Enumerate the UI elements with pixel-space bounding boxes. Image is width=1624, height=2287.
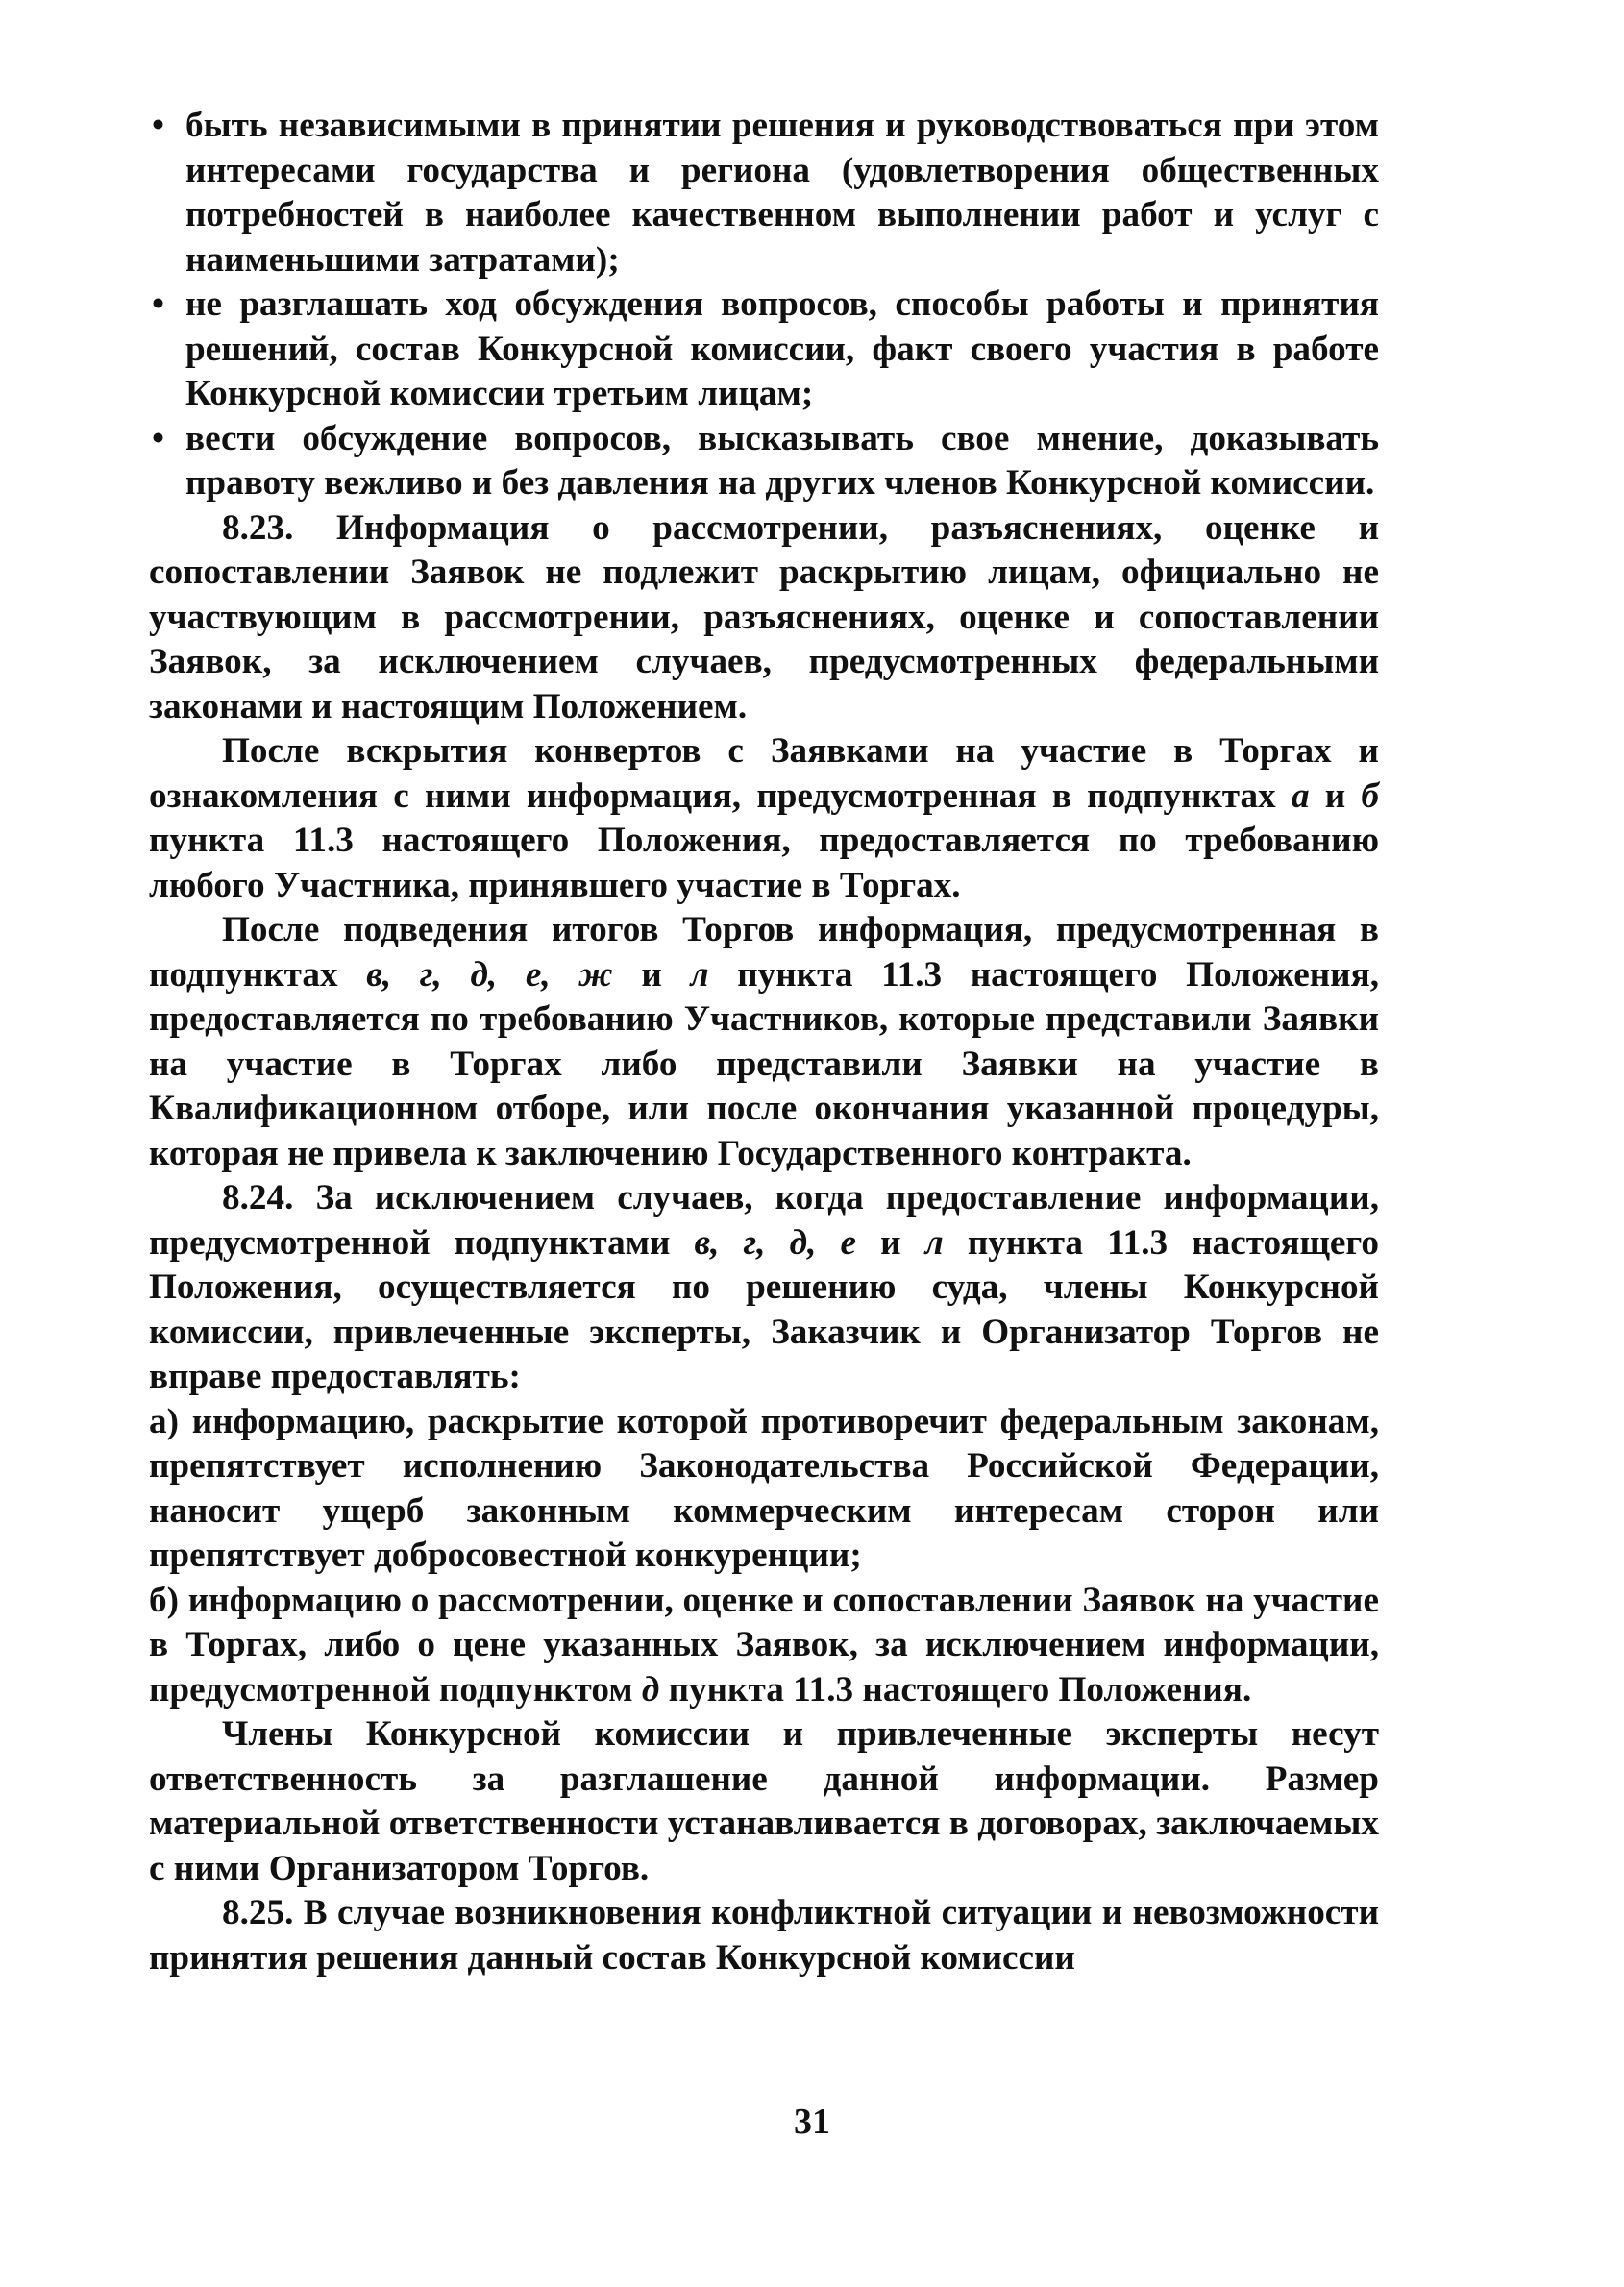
bullet-item-independence: [149, 104, 1379, 283]
bullet-icon: •: [152, 418, 165, 458]
paragraph-8-24: [149, 1176, 1379, 1400]
paragraph-text: пункта 11.3 настоящего Положения.: [659, 1669, 1252, 1709]
conjunction: и: [1309, 775, 1362, 816]
subitem-letter: б: [1361, 775, 1379, 816]
bullet-item-discussion: [149, 417, 1379, 506]
bullet-text: быть независимыми в принятии решения и руководствоваться при этом интересами государства и региона (удовлетворения общественных потребностей в наиболее качественном выполнении работ и услуг с наименьшими затратами);: [185, 106, 1379, 280]
conjunction: и: [612, 954, 691, 995]
subitem-letters: в, г, д, е, ж: [366, 954, 613, 995]
document-body: [149, 104, 1379, 1980]
paragraph-text: б) информацию о рассмотрении, оценке и сопоставлении Заявок на участие в Торгах, либо о цене указанных Заявок, за исключением информации, предусмотренной подпунктом: [149, 1580, 1379, 1709]
bullet-item-confidentiality: [149, 283, 1379, 417]
paragraph-8-23: 8.23. Информация о рассмотрении, разъяснениях, оценке и сопоставлении Заявок не подлежит раскрытию лицам, официально не участвующим в рассмотрении, разъяснениях, оценке и сопоставлении Заявок, за исключением случаев, предусмотренных федеральными законами и настоящим Положением.: [149, 507, 1379, 726]
list-item-b: [149, 1579, 1379, 1713]
bullet-text: не разглашать ход обсуждения вопросов, способы работы и принятия решений, состав Конкурсной комиссии, факт своего участия в работе Конкурсной комиссии третьим лицам;: [185, 284, 1379, 413]
conjunction: и: [856, 1222, 925, 1263]
paragraph-8-25: 8.25. В случае возникновения конфликтной ситуации и невозможности принятия решения данный состав Конкурсной комиссии: [149, 1893, 1379, 1978]
bullet-icon: •: [152, 106, 165, 145]
subitem-letter: л: [690, 954, 709, 995]
bullet-icon: •: [152, 284, 165, 324]
page-number: 31: [794, 2102, 830, 2142]
bullet-text: вести обсуждение вопросов, высказывать свое мнение, доказывать правоту вежливо и без давления на других членов Конкурсной комиссии.: [185, 418, 1379, 503]
paragraph-members-responsibility: Члены Конкурсной комиссии и привлеченные эксперты несут ответственность за разглашение данной информации. Размер материальной ответственности устанавливается в договорах, заключаемых с ними Организатором Торгов.: [149, 1714, 1379, 1888]
paragraph-text: После подведения итогов Торгов информация, предусмотренная в подпунктах: [149, 910, 1379, 995]
paragraph-text: После вскрытия конвертов с Заявками на участие в Торгах и ознакомления с ними информация, предусмотренная в подпунктах: [149, 731, 1379, 816]
subitem-letter: д: [641, 1669, 660, 1709]
subitem-letter: а: [1291, 775, 1310, 816]
paragraph-after-results: [149, 908, 1379, 1176]
paragraph-after-opening: [149, 729, 1379, 908]
list-item-a: а) информацию, раскрытие которой противоречит федеральным законам, препятствует исполнению Законодательства Российской Федерации, наносит ущерб законным коммерческим интересам сторон или препятствует добросовестной конкуренции;: [149, 1401, 1379, 1575]
paragraph-text: пункта 11.3 настоящего Положения, предоставляется по требованию любого Участника, принявшего участие в Торгах.: [149, 821, 1379, 905]
paragraph-text: 8.24. За исключением случаев, когда предоставление информации, предусмотренной подпунктами: [149, 1178, 1379, 1263]
subitem-letters: в, г, д, е: [694, 1222, 856, 1263]
subitem-letter: л: [924, 1222, 944, 1263]
paragraph-text: пункта 11.3 настоящего Положения, предоставляется по требованию Участников, которые представили Заявки на участие в Торгах либо представили Заявки на участие в Квалификационном отборе, или после окончания указанной процедуры, которая не привела к заключению Государственного контракта.: [149, 954, 1379, 1173]
paragraph-text: пункта 11.3 настоящего Положения, осуществляется по решению суда, члены Конкурсной комиссии, привлеченные эксперты, Заказчик и Организатор Торгов не вправе предоставлять:: [149, 1222, 1379, 1396]
